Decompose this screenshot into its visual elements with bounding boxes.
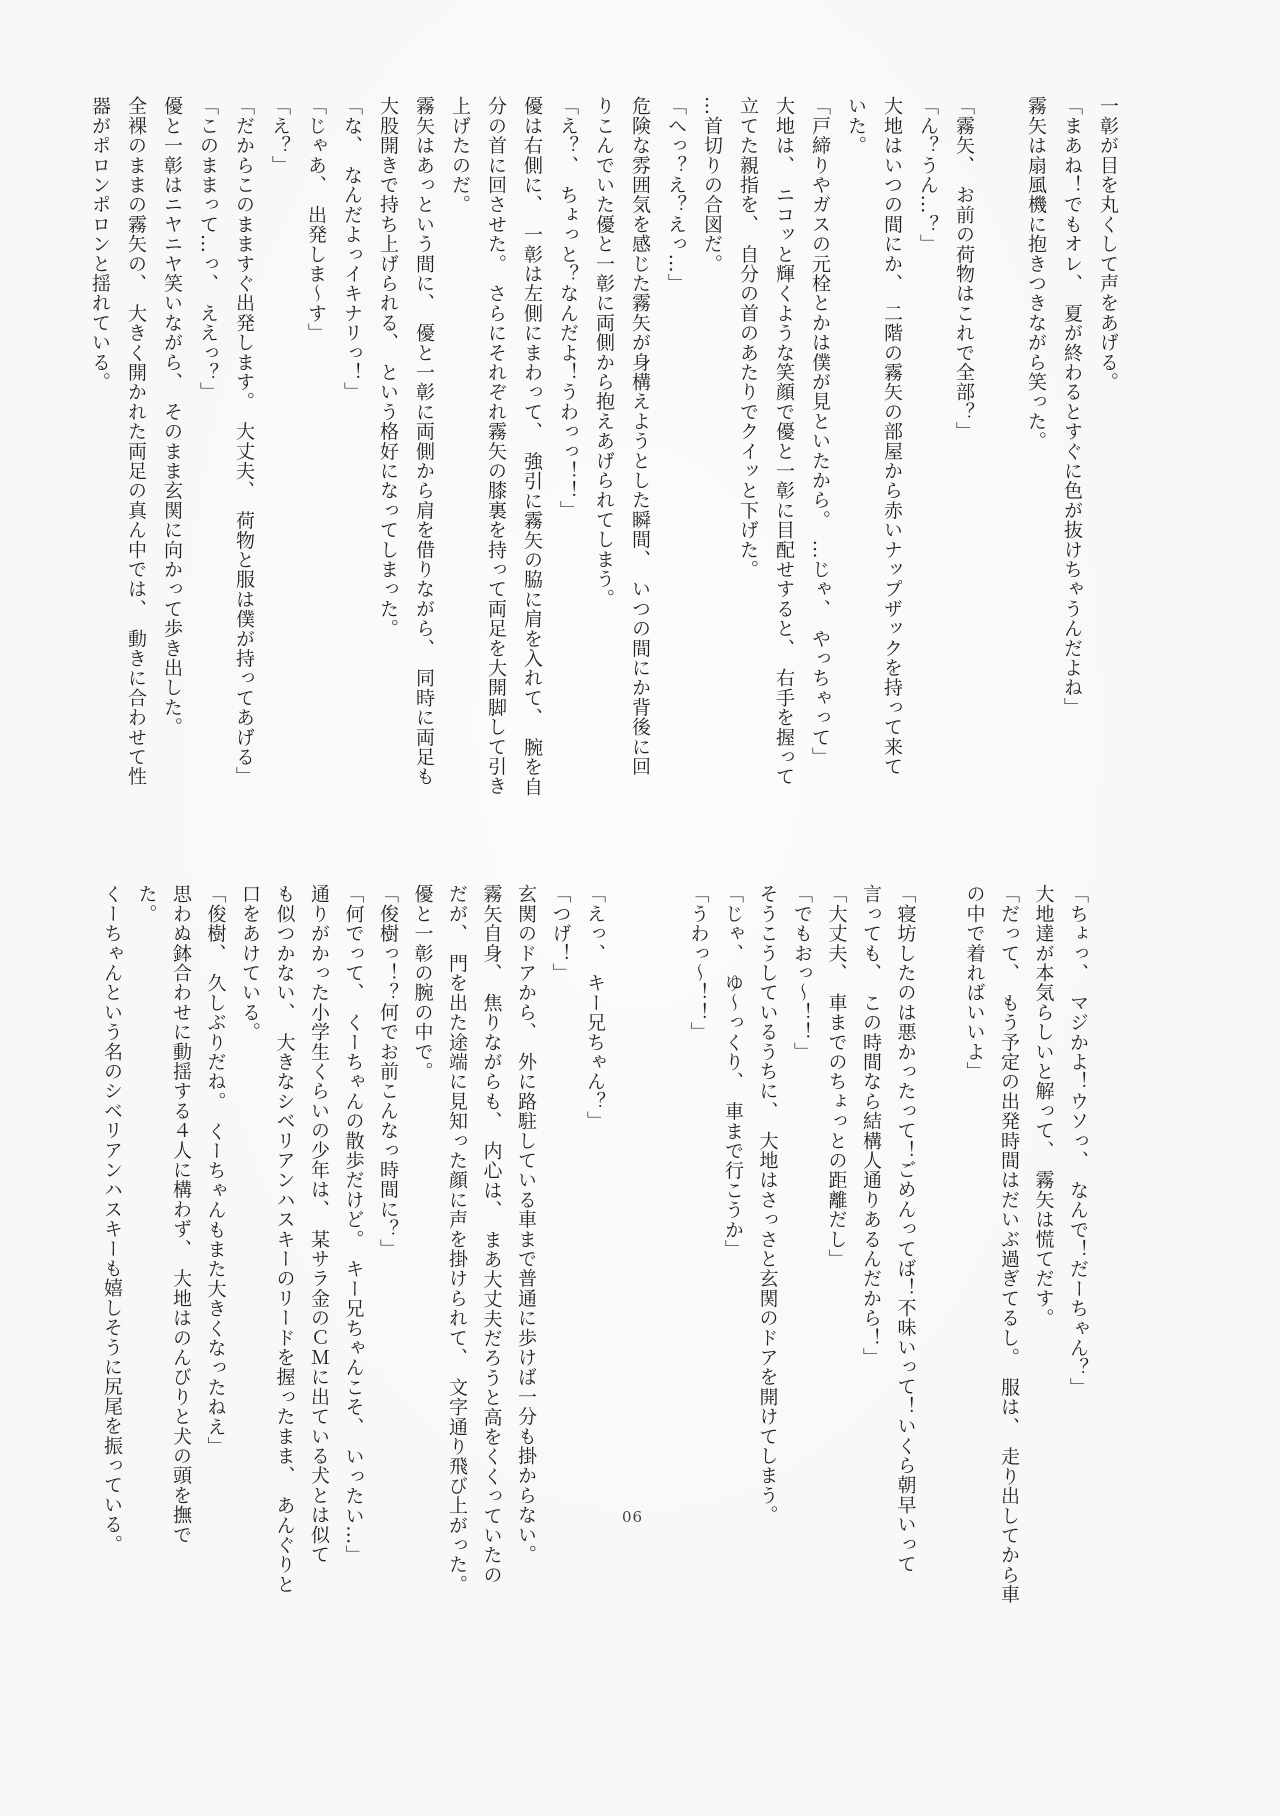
text-column: 「じゃあ、 出発しま～す」 <box>305 96 327 343</box>
text-column: 玄関のドアから、 外に路駐している車まで普通に歩けば一分も掛からない。 <box>515 884 537 1564</box>
column-spacer <box>923 884 958 1604</box>
text-column: 「俊樹っ！？何でお前こんなっ時間に？」 <box>377 884 399 1259</box>
text-column: 大地は、 ニコッと輝くような笑顔で優と一彰に目配せすると、 右手を握って <box>773 96 795 787</box>
text-column: も似つかない、 大きなシベリアンハスキーのリードを握ったまま、 あんぐりと <box>273 884 296 1594</box>
column-spacer <box>982 96 1018 796</box>
text-column: 「うわっ～！！」 <box>687 884 710 1042</box>
text-column: 「戸締りやガスの元栓とかは僕が見といたから。 …じゃ、 やっちゃって」 <box>809 96 831 767</box>
text-column: 「え？」 <box>269 96 291 175</box>
text-column: 霧矢はあっという間に、 優と一彰に両側から肩を借りながら、 同時に両足も <box>413 96 435 787</box>
text-column: 「え？、 ちょっと？なんだよ！うわっっ！！」 <box>557 96 579 520</box>
bottom-text-block <box>95 884 1096 1604</box>
text-column: 優は右側に、 一彰は左側にまわって、 強引に霧矢の脇に肩を入れて、 腕を自 <box>521 96 543 797</box>
text-column: 上げたのだ。 <box>449 96 471 215</box>
text-column: 「寝坊したのは悪かったって！ごめんってば！不味いって！いくら朝早いって <box>894 884 917 1574</box>
text-column: 危険な雰囲気を感じた霧矢が身構えようとした瞬間、 いつの間にか背後に回 <box>629 96 651 776</box>
column-spacer <box>647 884 682 1604</box>
text-column: 優と一彰はニヤニヤ笑いながら、 そのまま玄関に向かって歩き出した。 <box>161 96 183 737</box>
text-column: 「このままって…っ、 ええっ？」 <box>197 96 219 402</box>
text-column: 「だからこのまますぐ出発します。 大丈夫、 荷物と服は僕が持ってあげる」 <box>233 96 255 787</box>
text-column: そうこうしているうちに、 大地はさっさと玄関のドアを開けてしまう。 <box>756 884 779 1525</box>
text-column: 「霧矢、 お前の荷物はこれで全部？」 <box>953 96 975 442</box>
text-column: 言っても、 この時間なら結構人通りあるんだから！」 <box>860 884 882 1367</box>
text-column: 「つげ！」 <box>549 884 572 983</box>
text-column: 器がポロンポロンと揺れている。 <box>89 96 111 392</box>
text-column: 「へっ？え？えっ…」 <box>665 96 687 293</box>
text-column: 大地はいつの間にか、 二階の霧矢の部屋から赤いナップザックを持って来て <box>881 96 903 776</box>
text-column: 「俊樹、 久しぶりだね。 くーちゃんもまた大きくなったねえ」 <box>204 884 227 1456</box>
text-column: くーちゃんという名のシベリアンハスキーも嬉しそうに尻尾を振っている。 <box>101 884 123 1554</box>
text-column: 霧矢自身、 焦りながらも、 内心は、 まあ大丈夫だろうと高をくくっていたの <box>480 884 503 1585</box>
text-column: た。 <box>135 884 158 924</box>
text-column: 口をあけている。 <box>239 884 261 1042</box>
text-column: 「だって、 もう予定の出発時間はだいぶ過ぎてるし。 服は、 走り出してから車 <box>998 884 1020 1605</box>
text-column: 「でもおっ～！！」 <box>791 884 813 1062</box>
text-column: 「えっ、 キー兄ちゃん？」 <box>584 884 606 1131</box>
text-column: 全裸のままの霧矢の、 大きく開かれた両足の真ん中では、 動きに合わせて性 <box>125 96 147 787</box>
text-column: 「な、 なんだよっイキナリっ！」 <box>341 96 363 402</box>
text-column: 大地達が本気らしいと解って、 霧矢は慌てだす。 <box>1032 884 1055 1328</box>
text-column: 霧矢は扇風機に抱きつきながら笑った。 <box>1025 96 1047 451</box>
text-column: 分の首に回させた。 さらにそれぞれ霧矢の膝裏を持って両足を大開脚して引き <box>485 96 507 796</box>
text-column: …首切りの合図だ。 <box>701 96 723 274</box>
text-column: りこんでいた優と一彰に両側から抱えあげられてしまう。 <box>593 96 615 609</box>
text-column: 「ん？うん…？」 <box>917 96 939 254</box>
text-column: いた。 <box>845 96 867 156</box>
text-column: 「まあね！でもオレ、 夏が終わるとすぐに色が抜けちゃうんだよね」 <box>1061 96 1083 717</box>
text-column: の中で着ればいいよ」 <box>963 884 986 1081</box>
column-spacer <box>612 884 647 1604</box>
page-number: 06 <box>622 1508 644 1526</box>
text-column: 優と一彰の腕の中で。 <box>411 884 434 1081</box>
text-column: 「ちょっ、 マジかよ！ウソっ、 なんで！だーちゃん？」 <box>1067 884 1089 1397</box>
text-column: 大股開きで持ち上げられる、 という格好になってしまった。 <box>377 96 399 639</box>
text-column: 思わぬ鉢合わせに動揺する４人に構わず、 大地はのんびりと犬の頭を撫で <box>170 884 192 1545</box>
top-text-block <box>82 96 1126 796</box>
text-column: 「じゃ、 ゆ～っくり、 車まで行こうか」 <box>722 884 744 1259</box>
text-column: だが、 門を出た途端に見知った顔に声を掛けられて、 文字通り飛び上がった。 <box>446 884 468 1594</box>
text-column: 「大丈夫、 車までのちょっとの距離だし」 <box>825 884 848 1269</box>
text-column: 通りがかった小学生くらいの少年は、 某サラ金のＣＭに出ている犬とは似て <box>308 884 330 1564</box>
text-column: 一彰が目を丸くして声をあげる。 <box>1097 96 1119 392</box>
text-column: 「何でって、 くーちゃんの散歩だけど。 キー兄ちゃんこそ、 いったい…」 <box>342 884 365 1565</box>
text-column: 立てた親指を、 自分の首のあたりでクイッと下げた。 <box>737 96 759 579</box>
